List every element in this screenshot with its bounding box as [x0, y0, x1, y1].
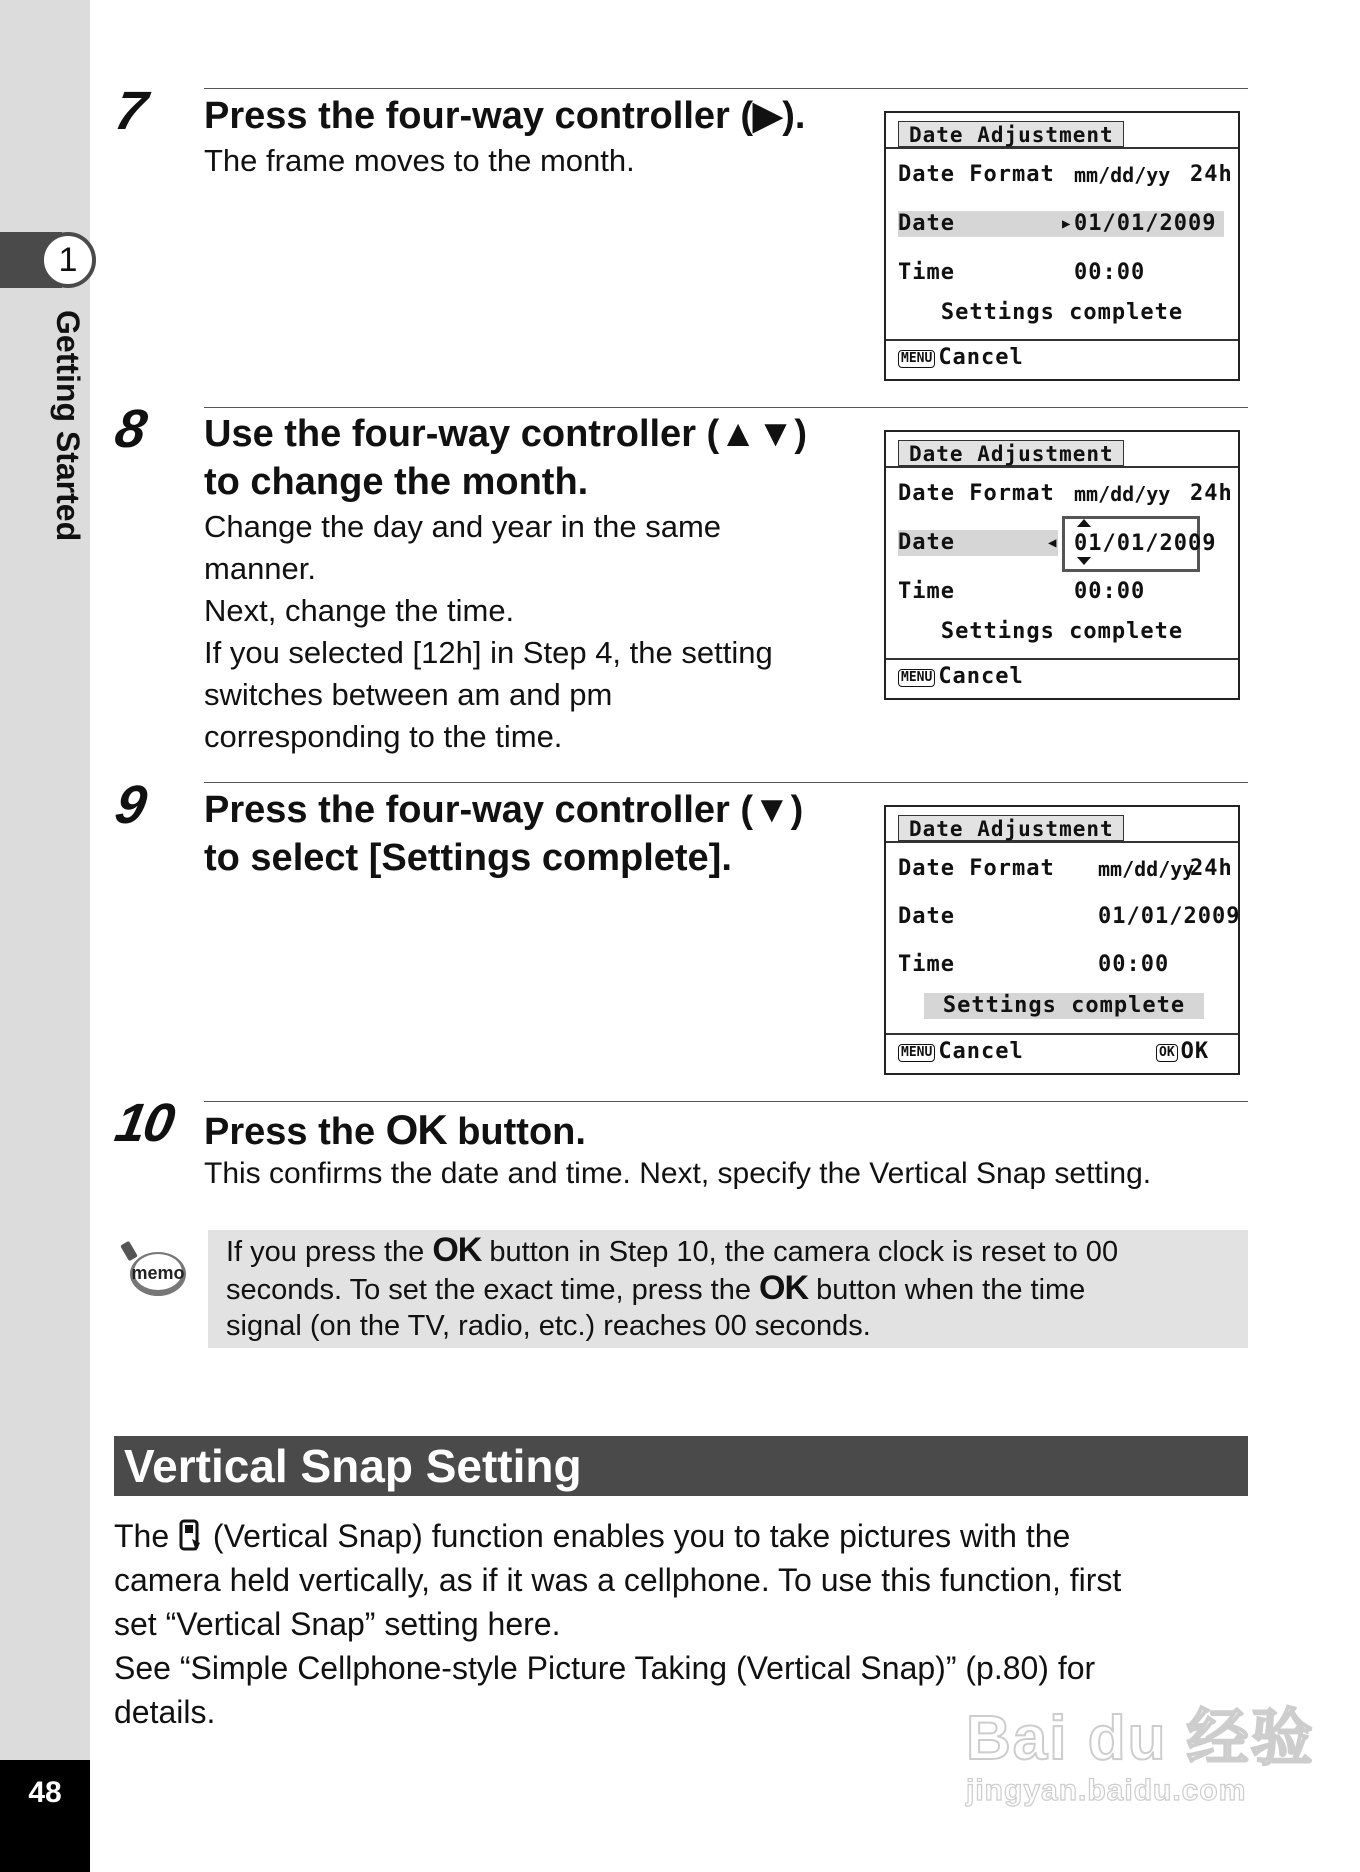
screen-divider — [886, 466, 1238, 468]
date-value: 01/01/2009 — [1098, 904, 1241, 929]
date-format-value: mm/dd/yy — [1074, 163, 1171, 187]
camera-screen-date-adjustment — [884, 805, 1240, 1075]
screen-divider — [886, 658, 1238, 660]
menu-key-icon: MENU — [898, 350, 935, 368]
ok-hint — [1156, 1039, 1209, 1064]
ok-button-glyph: OK — [759, 1269, 809, 1307]
menu-key-icon: MENU — [898, 669, 935, 687]
chapter-title: Getting Started — [50, 310, 86, 542]
step-body: This confirms the date and time. Next, specify the Vertical Snap setting. — [204, 1157, 1152, 1190]
screen-title: Date Adjustment — [898, 121, 1124, 147]
cancel-hint — [898, 345, 1024, 370]
date-label: Date — [898, 530, 955, 555]
settings-complete-item: Settings complete — [940, 300, 1184, 325]
vertical-snap-icon — [178, 1519, 204, 1553]
cancel-label: Cancel — [938, 664, 1024, 689]
date-label: Date — [898, 904, 955, 929]
memo-icon-label: memo — [131, 1263, 185, 1283]
camera-screen-date-adjustment — [884, 430, 1240, 700]
time-value: 00:00 — [1074, 579, 1146, 604]
date-format-label: Date Format — [898, 162, 1055, 187]
right-arrow-icon: ▶ — [1062, 216, 1072, 232]
ok-label: OK — [1180, 1039, 1210, 1064]
screen-title: Date Adjustment — [898, 815, 1124, 841]
date-row — [898, 211, 1224, 237]
step-heading: Use the four-way controller (▲▼) to change the month. — [204, 413, 808, 503]
step-divider — [204, 407, 1248, 408]
page-number: 48 — [28, 1776, 62, 1809]
date-value: 01/01/2009 — [1074, 211, 1217, 236]
memo-icon — [118, 1240, 188, 1298]
ok-button-glyph: OK — [385, 1106, 447, 1153]
date-format-row — [898, 855, 1233, 883]
cancel-hint — [898, 664, 1024, 689]
screen-divider — [886, 841, 1238, 843]
hour-format-value: 24h — [1190, 856, 1233, 881]
date-format-value: mm/dd/yy — [1074, 482, 1171, 506]
step-heading: Press the four-way controller (▶). — [204, 95, 806, 137]
down-triangle-icon — [1076, 556, 1092, 566]
ok-key-icon: OK — [1156, 1044, 1178, 1062]
screen-divider — [886, 339, 1238, 341]
hour-format-value: 24h — [1190, 481, 1233, 506]
screen-divider — [886, 147, 1238, 149]
watermark-logo: Bai du 经验 — [966, 1704, 1315, 1773]
date-format-value: mm/dd/yy — [1098, 857, 1195, 881]
date-label: Date — [898, 211, 955, 236]
step-divider — [204, 1101, 1248, 1102]
date-format-row — [898, 161, 1233, 189]
cancel-label: Cancel — [938, 1039, 1024, 1064]
camera-screen-date-adjustment — [884, 111, 1240, 381]
cancel-hint — [898, 1039, 1024, 1064]
step-number: 8 — [110, 399, 150, 459]
settings-complete-item: Settings complete — [924, 993, 1204, 1019]
step-heading: Press the four-way controller (▼) to select [Settings complete]. — [204, 789, 804, 879]
date-row — [898, 530, 1058, 556]
step-number: 10 — [110, 1093, 178, 1153]
time-value: 00:00 — [1074, 260, 1146, 285]
step-body: The frame moves to the month. — [204, 143, 635, 178]
chapter-number: 1 — [40, 232, 96, 288]
time-label: Time — [898, 260, 955, 285]
time-label: Time — [898, 952, 955, 977]
step-number: 7 — [110, 81, 150, 141]
section-title: Vertical Snap Setting — [124, 1440, 582, 1492]
time-row — [898, 951, 1224, 979]
watermark-url: jingyan.baidu.com — [966, 1774, 1247, 1807]
date-format-label: Date Format — [898, 856, 1055, 881]
cancel-label: Cancel — [938, 345, 1024, 370]
memo-text: If you press the OK button in Step 10, the camera clock is reset to 00 seconds. To set the exact time, press the OK button when the time signal (on the TV, radio, etc.) reaches 00 seconds. — [226, 1231, 1119, 1342]
step-heading: Press the OK button. — [204, 1106, 586, 1153]
time-row — [898, 259, 1224, 287]
up-triangle-icon — [1076, 518, 1092, 528]
date-value: 01/01/2009 — [1074, 531, 1217, 556]
screen-divider — [886, 1033, 1238, 1035]
hour-format-value: 24h — [1190, 162, 1233, 187]
date-format-row — [898, 480, 1233, 508]
step-divider — [204, 782, 1248, 783]
step-divider — [204, 88, 1248, 89]
screen-title: Date Adjustment — [898, 440, 1124, 466]
section-body: The (Vertical Snap) function enables you to take pictures with the camera held vertically, as if it was a cellphone. To use this function, first set “Vertical Snap” setting here. See “Simple Cellphone-style Picture Taking (Vertical Snap)” (p.80) for details. — [114, 1518, 1122, 1730]
time-row — [898, 578, 1224, 606]
left-arrow-icon: ◀ — [1048, 535, 1058, 551]
menu-key-icon: MENU — [898, 1044, 935, 1062]
settings-complete-item: Settings complete — [940, 619, 1184, 644]
date-row — [898, 903, 1241, 931]
step-number: 9 — [110, 775, 150, 835]
step-body: Change the day and year in the same manner. Next, change the time. If you selected [12h] in Step 4, the setting switches between am and pm corresponding to the time. — [204, 509, 773, 754]
time-label: Time — [898, 579, 955, 604]
date-value-row — [1074, 530, 1217, 558]
ok-button-glyph: OK — [432, 1231, 482, 1269]
date-format-label: Date Format — [898, 481, 1055, 506]
time-value: 00:00 — [1098, 952, 1170, 977]
